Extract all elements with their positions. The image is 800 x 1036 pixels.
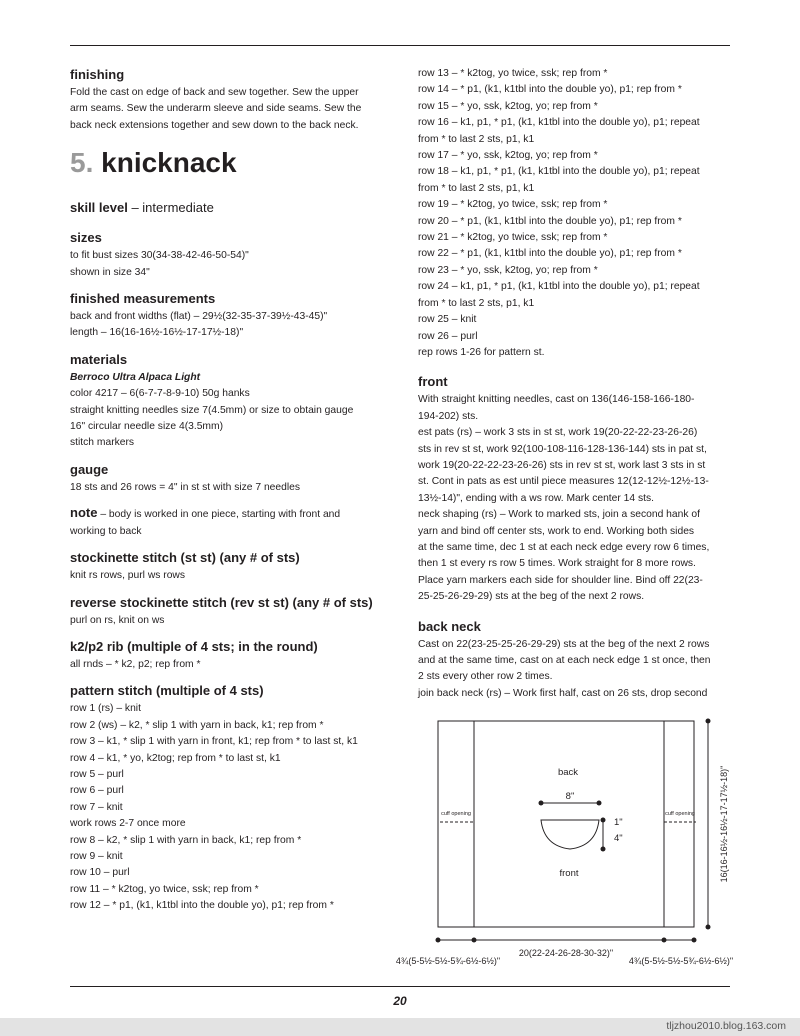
skill-level-value: – intermediate: [127, 200, 214, 216]
pattern-row: row 6 – purl: [70, 785, 124, 797]
pattern-row: row 15 – * yo, ssk, k2tog, yo; rep from *: [418, 100, 598, 112]
left-column: [70, 66, 390, 924]
pattern-row: row 23 – * yo, ssk, k2tog, yo; rep from *: [418, 264, 598, 276]
pattern-row: row 19 – * k2tog, yo twice, ssk; rep from *: [418, 199, 608, 211]
pattern-row: row 3 – k1, * slip 1 with yarn in front, k1; rep from * to last st, k1: [70, 736, 358, 748]
pattern-row: row 16 – k1, p1, * p1, (k1, k1tbl into the double yo), p1; repeat: [418, 117, 700, 129]
gauge-line: 18 sts and 26 rows = 4" in st st with size 7 needles: [70, 481, 301, 493]
page-number: 20: [393, 994, 407, 1008]
front-line: yarn and bind off center sts, work to end. Working both sides: [418, 525, 695, 537]
finishing-section: [70, 66, 390, 134]
front-line: work 19(20-22-22-23-26-26) sts in rev st st, work last 3 sts in st: [418, 459, 706, 471]
reverse-stockinette-section: [70, 594, 390, 629]
pattern-row: row 25 – knit: [418, 314, 477, 326]
materials-line: straight knitting needles size 7(4.5mm) or size to obtain gauge: [70, 404, 354, 416]
rib-heading: k2/p2 rib (multiple of 4 sts; in the round): [70, 638, 318, 654]
pattern-row: from * to last 2 sts, p1, k1: [418, 133, 535, 145]
materials-line: 16" circular needle size 4(3.5mm): [70, 421, 224, 433]
gauge-section: [70, 461, 390, 496]
front-line: 25-25-26-29-29) sts at the beg of the next 2 rows.: [418, 591, 645, 603]
finishing-line: arm seams. Sew the underarm sleeve and side seams. Sew the: [70, 103, 362, 115]
front-label: front: [559, 868, 579, 879]
front-line: st. Cont in pats as est until piece measures 12(12-12½-12½-13-: [418, 476, 709, 488]
finished-measurements-heading: finished measurements: [70, 291, 216, 307]
pattern-row: row 26 – purl: [418, 330, 478, 342]
pattern-row: row 22 – * p1, (k1, k1tbl into the double yo), p1; rep from *: [418, 248, 682, 260]
pattern-row: work rows 2-7 once more: [70, 818, 186, 830]
materials-line: color 4217 – 6(6-7-7-8-9-10) 50g hanks: [70, 388, 250, 400]
front-line: sts in rev st st, work 92(100-108-116-128-136-144) sts in pat st,: [418, 443, 707, 455]
height-label: 16(16-16½-16½-17-17½-18)": [719, 765, 729, 883]
bottom-rule: [70, 986, 730, 987]
front-heading: front: [418, 374, 448, 390]
sizes-line: to fit bust sizes 30(34-38-42-46-50-54)": [70, 250, 249, 262]
dimension-dot: [436, 938, 441, 943]
pattern-row: row 24 – k1, p1, * p1, (k1, k1tbl into the double yo), p1; repeat: [418, 281, 700, 293]
gauge-heading: gauge: [70, 461, 109, 477]
note-section: [70, 505, 390, 540]
pattern-row: row 8 – k2, * slip 1 with yarn in back, k1; rep from *: [70, 834, 302, 846]
dimension-dot: [597, 801, 602, 806]
left-cuff-label: cuff opening: [441, 811, 471, 817]
pattern-title: [70, 143, 390, 183]
neck-width-label: 8": [565, 791, 575, 802]
pattern-row: row 12 – * p1, (k1, k1tbl into the double yo), p1; rep from *: [70, 900, 334, 912]
pattern-row: from * to last 2 sts, p1, k1: [418, 182, 535, 194]
sizes-heading: sizes: [70, 230, 102, 246]
finishing-line: back neck extensions together and sew down to the back neck.: [70, 119, 359, 131]
back-neck-section: [418, 618, 736, 703]
front-section: [418, 373, 736, 605]
finished-measurements-section: [70, 290, 390, 342]
pattern-stitch-section: [70, 682, 390, 914]
stockinette-section: [70, 549, 390, 584]
front-line: then 1 st every rs row 5 times. Work straight for 8 more rows.: [418, 558, 696, 570]
finished-measurements-line: back and front widths (flat) – 29½(32-35-37-39½-43-45)": [70, 311, 328, 323]
pattern-row: row 9 – knit: [70, 850, 123, 862]
front-line: Place yarn markers each side for shoulder line. Bind off 22(23-: [418, 574, 703, 586]
stockinette-heading: stockinette stitch (st st) (any # of sts): [70, 550, 300, 566]
reverse-stockinette-line: purl on rs, knit on ws: [70, 614, 165, 626]
pattern-row: row 7 – knit: [70, 801, 123, 813]
neck-opening: [541, 820, 599, 849]
finishing-heading: finishing: [70, 67, 125, 82]
pattern-row: row 20 – * p1, (k1, k1tbl into the double yo), p1; rep from *: [418, 215, 682, 227]
left-width-label: 4¾(5-5½-5½-5¾-6½-6½)": [395, 956, 501, 966]
materials-line: stitch markers: [70, 437, 135, 449]
schematic-outline: [438, 721, 694, 927]
front-line: est pats (rs) – work 3 sts in st st, work 19(20-22-22-23-26-26): [418, 427, 698, 439]
right-width-label: 4¾(5-5½-5½-5¾-6½-6½)": [628, 956, 734, 966]
dimension-dot: [539, 801, 544, 806]
back-neck-line: and at the same time, cast on at each neck edge 1 st once, then: [418, 655, 711, 666]
note-text: working to back: [70, 525, 142, 537]
neck-depth-label: 4": [614, 833, 623, 844]
dimension-dot: [601, 847, 606, 852]
pattern-row: row 13 – * k2tog, yo twice, ssk; rep from *: [418, 68, 608, 79]
pattern-row: row 21 – * k2tog, yo twice, ssk; rep from *: [418, 232, 608, 244]
footer-bar: [0, 1018, 800, 1036]
dimension-dot: [692, 938, 697, 943]
stockinette-line: knit rs rows, purl ws rows: [70, 570, 186, 582]
front-line: 13½-14)", ending with a ws row. Mark center 14 sts.: [418, 492, 655, 504]
pattern-row: row 11 – * k2tog, yo twice, ssk; rep from *: [70, 883, 259, 895]
sizes-section: [70, 229, 390, 281]
right-column: [418, 66, 736, 711]
pattern-row: row 2 (ws) – k2, * slip 1 with yarn in back, k1; rep from *: [70, 719, 324, 731]
pattern-stitch-heading: pattern stitch (multiple of 4 sts): [70, 683, 264, 699]
pattern-row: from * to last 2 sts, p1, k1: [418, 297, 535, 309]
skill-level-label: skill level: [70, 200, 128, 216]
dimension-dot: [662, 938, 667, 943]
pattern-row: row 5 – purl: [70, 768, 124, 780]
pattern-row: row 10 – purl: [70, 867, 130, 879]
yarn-name: Berroco Ultra Alpaca Light: [70, 371, 201, 383]
rib-section: [70, 638, 390, 673]
top-rule: [70, 45, 730, 46]
reverse-stockinette-heading: reverse stockinette stitch (rev st st) (any # of sts): [70, 594, 373, 610]
back-neck-line: Cast on 22(23-25-25-26-29-29) sts at the beg of the next 2 rows: [418, 638, 710, 650]
note-label: note: [70, 505, 98, 521]
pattern-row: row 18 – k1, p1, * p1, (k1, k1tbl into the double yo), p1; repeat: [418, 166, 700, 178]
pattern-row: rep rows 1-26 for pattern st.: [418, 346, 545, 358]
sizes-line: shown in size 34": [70, 266, 150, 278]
skill-level: [70, 199, 390, 217]
dimension-dot: [706, 719, 711, 724]
finished-measurements-line: length – 16(16-16½-16½-17-17½-18)": [70, 327, 244, 339]
note-text: – body is worked in one piece, starting with front and: [97, 509, 341, 521]
back-neck-line: 2 sts every other row 2 times.: [418, 671, 553, 683]
pattern-row: row 1 (rs) – knit: [70, 703, 141, 715]
back-label: back: [557, 767, 579, 778]
front-line: neck shaping (rs) – Work to marked sts, join a second hank of: [418, 509, 700, 521]
materials-section: [70, 351, 390, 452]
dimension-dot: [472, 938, 477, 943]
watermark-text: tljzhou2010.blog.163.com: [666, 1020, 786, 1032]
pattern-row: row 17 – * yo, ssk, k2tog, yo; rep from *: [418, 150, 598, 162]
pattern-stitch-continued: [418, 66, 736, 361]
dimension-dot: [706, 925, 711, 930]
front-line: at the same time, dec 1 st at each neck edge every row 6 times,: [418, 541, 710, 553]
dimension-dot: [601, 818, 606, 823]
pattern-name: knicknack: [101, 147, 237, 179]
finishing-line: Fold the cast on edge of back and sew together. Sew the upper: [70, 87, 359, 98]
back-neck-heading: back neck: [418, 618, 481, 634]
pattern-row: row 14 – * p1, (k1, k1tbl into the double yo), p1; rep from *: [418, 84, 682, 96]
rib-line: all rnds – * k2, p2; rep from *: [70, 658, 201, 670]
back-neck-line: join back neck (rs) – Work first half, cast on 26 sts, drop second: [418, 687, 708, 699]
center-width-label: 20(22-24-26-28-30-32)": [518, 948, 614, 958]
neck-top-label: 1": [614, 817, 623, 828]
pattern-number: 5.: [70, 147, 94, 179]
right-cuff-label: cuff opening: [665, 811, 695, 817]
front-line: With straight knitting needles, cast on 136(146-158-166-180-: [418, 394, 695, 406]
front-line: 194-202) sts.: [418, 410, 479, 422]
pattern-row: row 4 – k1, * yo, k2tog; rep from * to last st, k1: [70, 752, 281, 764]
materials-heading: materials: [70, 351, 128, 367]
